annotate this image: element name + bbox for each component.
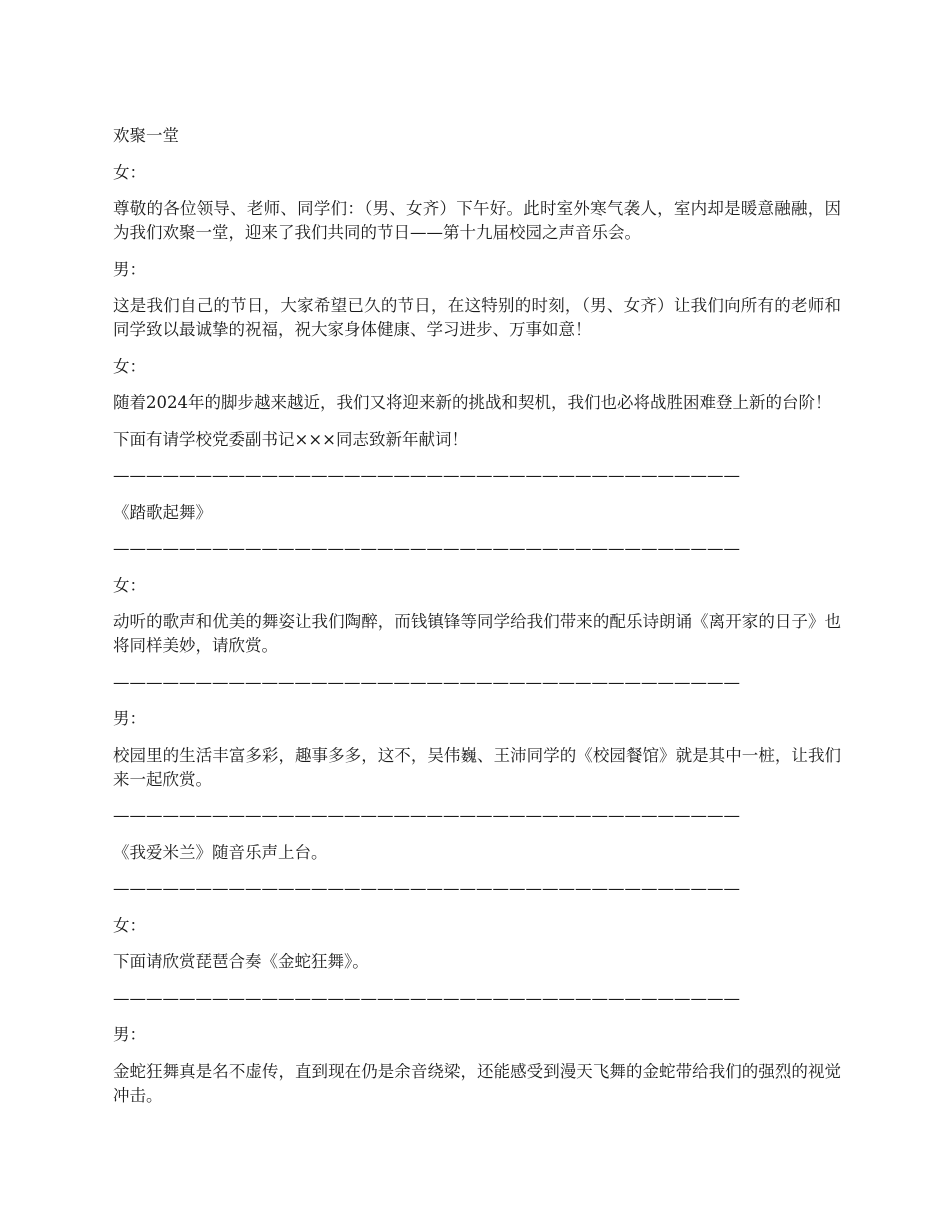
- dash-divider: ——————————————————————————————————————: [113, 466, 740, 485]
- speaker-male: 男：: [113, 709, 146, 728]
- paragraph: 下面请欣赏琵琶合奏《金蛇狂舞》。: [113, 952, 369, 971]
- paragraph: 这是我们自己的节日，大家希望已久的节日，在这特别的时刻，（男、女齐）让我们向所有的老师和同学致以最诚挚的祝福，祝大家身体健康、学习进步、万事如意！: [113, 296, 841, 339]
- speaker-female: 女：: [113, 356, 146, 376]
- speaker-female: 女：: [113, 915, 146, 935]
- speaker-female: 女：: [113, 575, 146, 595]
- program-title: 《踏歌起舞》: [113, 502, 212, 522]
- dash-divider: ——————————————————————————————————————: [113, 988, 740, 1008]
- paragraph: 校园里的生活丰富多彩，趣事多多，这不，吴伟巍、王沛同学的《校园餐馆》就是其中一桩，让我们来一起欣赏。: [113, 745, 841, 789]
- program-title: 《我爱米兰》随音乐声上台。: [113, 842, 328, 862]
- speaker-male: 男：: [113, 1025, 146, 1044]
- document-title: 欢聚一堂: [113, 126, 179, 145]
- paragraph: 随着2024年的脚步越来越近，我们又将迎来新的挑战和契机，我们也必将战胜困难登上新的台阶！: [113, 393, 832, 412]
- dash-divider: ——————————————————————————————————————: [113, 539, 740, 558]
- dash-divider: ——————————————————————————————————————: [113, 672, 740, 692]
- speaker-female: 女：: [113, 162, 146, 182]
- paragraph: 下面有请学校党委副书记×××同志致新年献词！: [113, 429, 468, 449]
- paragraph: 动听的歌声和优美的舞姿让我们陶醉，而钱镇锋等同学给我们带来的配乐诗朗诵《离开家的日子》也将同样美妙，请欣赏。: [113, 612, 841, 655]
- dash-divider: ——————————————————————————————————————: [113, 879, 740, 898]
- paragraph: 金蛇狂舞真是名不虚传，直到现在仍是余音绕梁，还能感受到漫天飞舞的金蛇带给我们的强烈的视觉冲击。: [113, 1061, 841, 1105]
- speaker-male: 男：: [113, 259, 146, 279]
- document-page: [113, 124, 841, 1120]
- paragraph: 尊敬的各位领导、老师、同学们：（男、女齐）下午好。此时室外寒气袭人，室内却是暖意融融，因为我们欢聚一堂，迎来了我们共同的节日——第十九届校园之声音乐会。: [113, 199, 841, 242]
- dash-divider: ——————————————————————————————————————: [113, 806, 740, 825]
